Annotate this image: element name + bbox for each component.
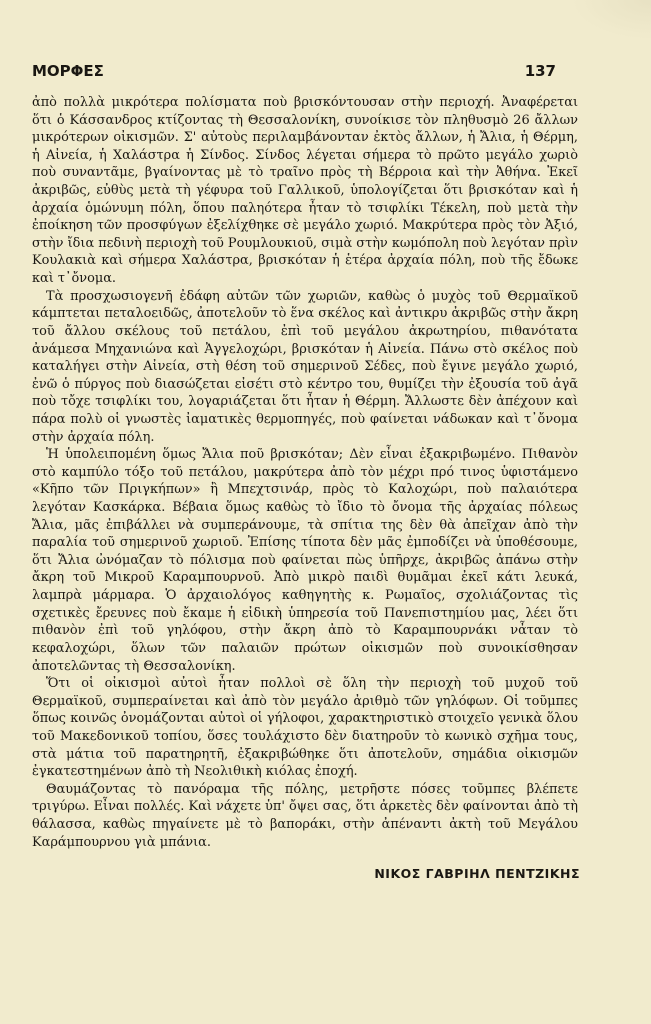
page-stain <box>571 0 651 40</box>
paragraph: ἀπὸ πολλὰ μικρότερα πολίσματα ποὺ βρισκόντουσαν στὴν περιοχή. Ἀναφέρεται ὅτι ὁ Κάσσανδρος κτίζοντας τὴ Θεσσαλονίκη, συνοίκισε τὸν πληθυσμὸ 26 ἄλλων μικρότερων οἰκισμῶν. Σ' αὐτοὺς περιλαμβάνονταν ἐκτὸς ἄλλων, ἡ Ἄλια, ἡ Θέρμη, ἡ Αἰνεία, ἡ Χαλάστρα ἡ Σίνδος. Σίνδος λέγεται σήμερα τὸ πρῶτο μεγάλο χωριὸ ποὺ συναντᾶμε, βγαίνοντας μὲ τὸ τραῖνο πρὸς τὴ Βέρροια καὶ τὴν Ἀθήνα. Ἐκεῖ ἀκριβῶς, εὐθὺς μετὰ τὴ γέφυρα τοῦ Γαλλικοῦ, ὑπολογίζεται ὅτι βρισκόταν καὶ ἡ ἀρχαία ὁμώνυμη πόλη, ὅπου παληότερα ἦταν τὸ τσιφλίκι Τέκελη, ποὺ μετὰ τὴν ἐποίκηση τῶν προσφύγων ἐξελίχθηκε σὲ μεγάλο χωριό. Μακρύτερα πρὸς τὸν Ἀξιό, στὴν ἴδια πεδινὴ περιοχὴ τοῦ Ρουμλουκιοῦ, σιμὰ στὴν κωμόπολη ποὺ λεγόταν πρὶν Κουλακιὰ καὶ σήμερα Χαλάστρα, βρισκόταν ἡ ἑτέρα ἀρχαία πόλη, ποὺ τῆς ἔδωκε καὶ τ᾽ὄνομα. <box>32 95 578 287</box>
page-number: 137 <box>524 62 556 80</box>
paragraph: Τὰ προσχωσιογενῆ ἐδάφη αὐτῶν τῶν χωριῶν, καθὼς ὁ μυχὸς τοῦ Θερμαϊκοῦ κάμπτεται πεταλοειδῶς, ἀποτελοῦν τὸ ἕνα σκέλος καὶ ἀντικρυ ἀκριβῶς στὴν ἄκρη τοῦ ἄλλου σκέλους τοῦ πετάλου, ἐπὶ τοῦ μεγάλου ἀκρωτηρίου, πιθανότατα ἀνάμεσα Μηχανιώνα καὶ Ἀγγελοχώρι, βρισκόταν ἡ Αἰνεία. Πάνω στὸ σκέλος ποὺ καταλήγει στὴν Αἰνεία, στὴ θέση τοῦ σημερινοῦ Σέδες, ποὺ ἔγινε μεγάλο χωριό, ἐνῶ ὁ πύργος ποὺ διασώζεται εἰσέτι στὸ κέντρο του, θυμίζει τὴν ἐξουσία τοῦ ἀγᾶ ποὺ τὄχε τσιφλίκι του, λογαριάζεται ὅτι ἦταν ἡ Θέρμη. Ἄλλωστε δὲν ἀπέχουν καὶ πάρα πολὺ οἱ γνωστὲς ἰαματικὲς θερμοπηγές, ποὺ φαίνεται νάδωκαν καὶ τ᾽ὄνομα στὴν ἀρχαία πόλη. <box>32 288 578 445</box>
paragraph: Ὅτι οἱ οἰκισμοὶ αὐτοὶ ἦταν πολλοὶ σὲ ὅλη τὴν περιοχὴ τοῦ μυχοῦ τοῦ Θερμαϊκοῦ, συμπεραίνεται καὶ ἀπὸ τὸν μεγάλο ἀριθμὸ τῶν γηλόφων. Οἱ τοῦμπες ὅπως κοινῶς ὀνομάζονται αὐτοὶ οἱ γήλοφοι, χαρακτηριστικὸ στοιχεῖο γενικὰ ὅλου τοῦ Μακεδονικοῦ τοπίου, ὅσες τουλάχιστο δὲν διατηροῦν τὸ κωνικὸ σχῆμα τους, στὰ μάτια τοῦ παρατηρητῆ, ἐξακριβώθηκε ὅτι ἀποτελοῦν, σημάδια οἰκισμῶν ἐγκατεστημένων ἀπὸ τὴ Νεολιθικὴ κιόλας ἐποχή. <box>32 676 578 780</box>
author-signature: ΝΙΚΟΣ ΓΑΒΡΙΗΛ ΠΕΝΤΖΙΚΗΣ <box>374 866 580 881</box>
journal-title: ΜΟΡΦΕΣ <box>32 62 104 80</box>
article-body <box>32 94 578 851</box>
paragraph: Ἡ ὑπολειπομένη ὅμως Ἄλια ποῦ βρισκόταν; Δὲν εἶναι ἐξακριβωμένο. Πιθανὸν στὸ καμπύλο τόξο τοῦ πετάλου, μακρύτερα ἀπὸ τὸν μέχρι πρό τινος ὑφιστάμενο «Κῆπο τῶν Πριγκήπων» ἢ Μπεχτσινάρ, πρὸς τὸ Καλοχώρι, ποὺ παλαιότερα λεγόταν Κασκάρκα. Βέβαια ὅμως καθὼς τὸ ἴδιο τὸ ὄνομα τῆς ἀρχαίας πόλεως Ἄλια, μᾶς ἐπιβάλλει νὰ συμπεράνουμε, τὰ σπίτια της δὲν θὰ ἀπεῖχαν ἀπὸ τὴν παραλία τοῦ σημερινοῦ χωριοῦ. Ἐπίσης τίποτα δὲν μᾶς ἐμποδίζει νὰ ὑποθέσουμε, ὅτι Ἄλια ὠνόμαζαν τὸ πόλισμα ποὺ φαίνεται πὼς ὑπῆρχε, ἀκριβῶς ἀπάνω στὴν ἄκρη τοῦ Μικροῦ Καραμπουρνοῦ. Ἀπὸ μικρὸ παιδὶ θυμᾶμαι ἐκεῖ κάτι λευκά, λαμπρὰ μάρμαρα. Ὁ ἀρχαιολόγος καθηγητὴς κ. Ρωμαῖος, σχολιάζοντας τὶς σχετικὲς ἔρευνες ποὺ ἔκαμε ἡ εἰδικὴ ὑπηρεσία τοῦ Πανεπιστημίου μας, λέει ὅτι πιθανὸν ἐπὶ τοῦ γηλόφου, στὴν ἄκρη ἀπὸ τὸ Καραμπουρνάκι νἆταν τὸ κεφαλοχώρι, ὅλων τῶν παλαιῶν πρώτων οἰκισμῶν ποὺ συνοικίσθησαν ἀποτελῶντας τὴ Θεσσαλονίκη. <box>32 447 578 674</box>
paragraph: Θαυμάζοντας τὸ πανόραμα τῆς πόλης, μετρῆστε πόσες τοῦμπες βλέπετε τριγύρω. Εἶναι πολλές. Καὶ νάχετε ὑπ' ὄψει σας, ὅτι ἀρκετὲς δὲν φαίνονται ἀπὸ τὴ θάλασσα, καθὼς πηγαίνετε μὲ τὸ βαποράκι, στὴν ἀπέναντι ἀκτὴ τοῦ Μεγάλου Καράμπουρνου γιὰ μπάνια. <box>32 781 578 850</box>
running-header <box>32 62 556 80</box>
